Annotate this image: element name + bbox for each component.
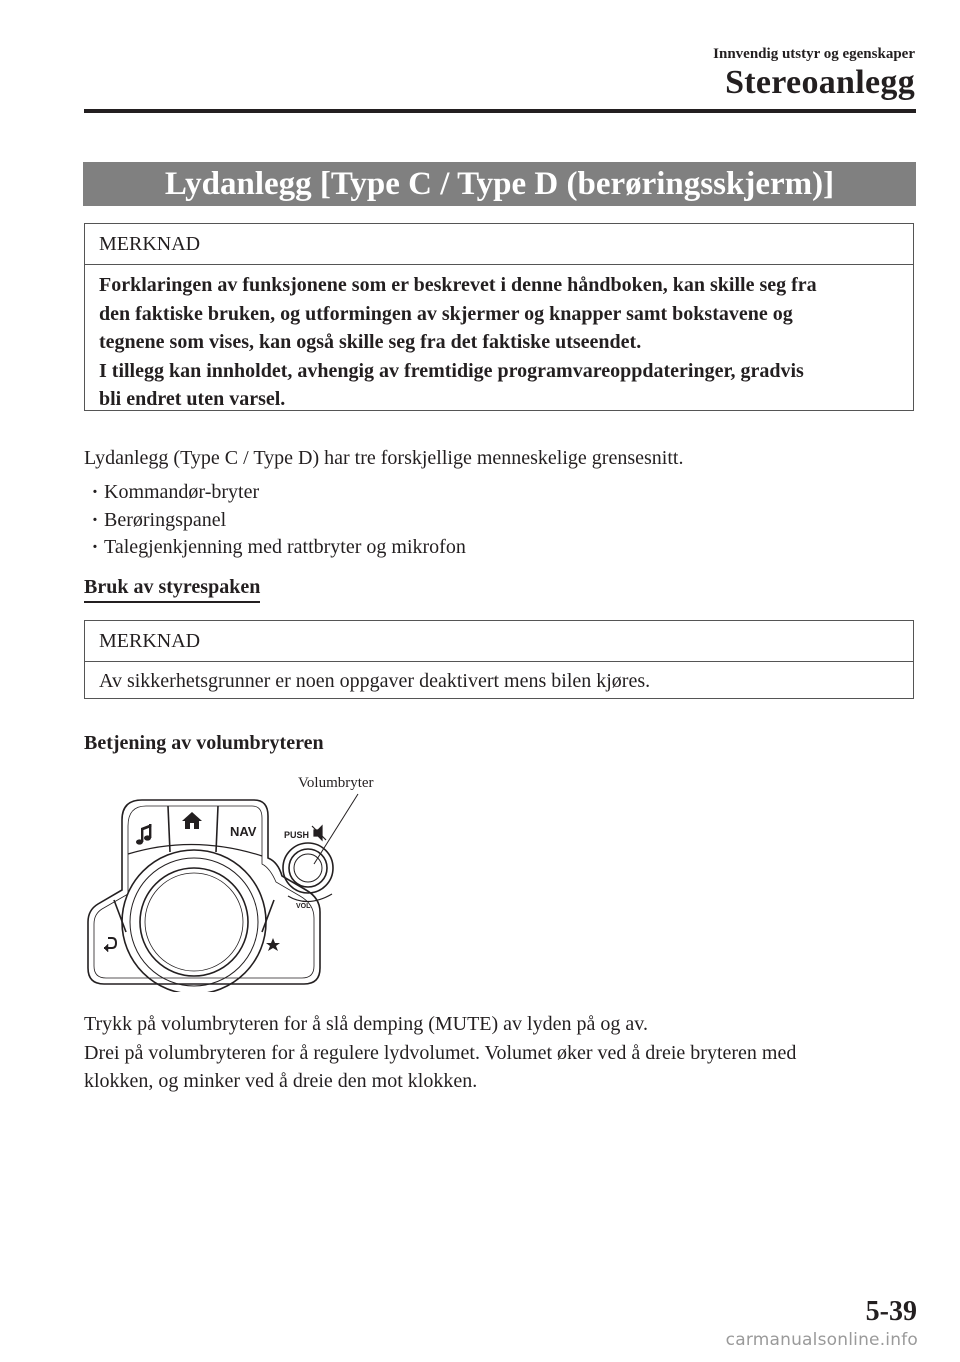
list-item <box>86 479 466 507</box>
volume-switch-callout: Volumbryter <box>298 775 374 791</box>
header-rule <box>84 109 916 113</box>
interface-list <box>86 479 466 562</box>
section-title: Lydanlegg [Type C / Type D (berøringsskjerm)] <box>83 162 916 206</box>
note-label: MERKNAD <box>85 621 913 662</box>
operation-heading: Betjening av volumbryteren <box>84 732 324 754</box>
star-icon <box>266 938 280 951</box>
description-line: Trykk på volumbryteren for å slå demping (MUTE) av lyden på og av. <box>84 1013 648 1035</box>
note-line: I tillegg kan innholdet, avhengig av fremtidige programvareoppdateringer, gradvis <box>99 359 804 382</box>
watermark: carmanualsonline.info <box>725 1330 918 1350</box>
note-line: bli endret uten varsel. <box>99 388 286 410</box>
mute-icon <box>312 826 326 840</box>
description <box>84 1010 904 1096</box>
note-box <box>84 620 914 699</box>
home-icon <box>182 812 202 829</box>
note-body <box>85 265 913 422</box>
running-header-section: Stereoanlegg <box>725 64 915 101</box>
vol-label: VOL <box>296 903 311 910</box>
commander-switch-illustration <box>82 772 422 992</box>
list-item <box>86 507 466 535</box>
list-item-text: Talegjenkjenning med rattbryter og mikrofon <box>104 536 466 558</box>
running-header-chapter: Innvendig utstyr og egenskaper <box>713 46 915 62</box>
list-item-text: Kommandør-bryter <box>104 481 260 503</box>
description-line: Drei på volumbryteren for å regulere lydvolumet. Volumet øker ved å dreie bryteren med <box>84 1041 797 1064</box>
note-body: Av sikkerhetsgrunner er noen oppgaver deaktivert mens bilen kjøres. <box>99 670 651 692</box>
list-item-text: Berøringspanel <box>104 508 227 531</box>
note-line: den faktiske bruken, og utformingen av skjermer og knapper samt bokstavene og <box>99 302 793 325</box>
list-item <box>86 534 466 562</box>
sub-heading: Bruk av styrespaken <box>84 574 260 603</box>
push-label: PUSH <box>284 830 310 840</box>
note-label: MERKNAD <box>85 224 913 265</box>
note-box <box>84 223 914 411</box>
back-arrow-icon <box>104 938 116 952</box>
nav-button-label: NAV <box>230 824 257 839</box>
description-line: klokken, og minker ved å dreie den mot klokken. <box>84 1070 478 1092</box>
note-line: tegnene som vises, kan også skille seg fra det faktiske utseendet. <box>99 331 642 353</box>
page-number: 5-39 <box>865 1296 917 1327</box>
music-note-icon <box>136 824 151 845</box>
note-line: Forklaringen av funksjonene som er beskrevet i denne håndboken, kan skille seg fra <box>99 274 817 296</box>
intro-paragraph: Lydanlegg (Type C / Type D) har tre forskjellige menneskelige grensesnitt. <box>84 447 684 469</box>
